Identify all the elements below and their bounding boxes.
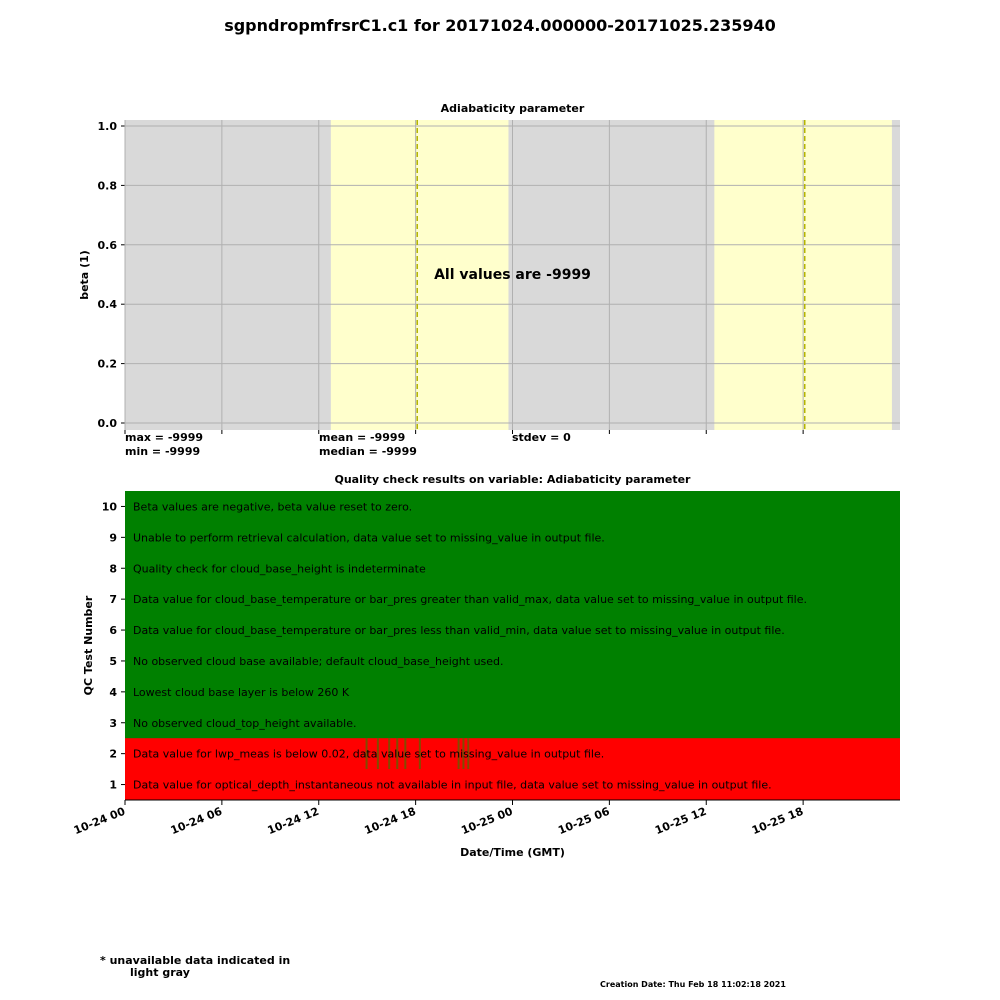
qc-test-label-7: Data value for cloud_base_temperature or bar_pres greater than valid_max, data value set to missing_value in output file. [133,593,807,607]
qc-x-tick-label-0: 10-24 00 [71,804,128,838]
qc-test-label-1: Data value for optical_depth_instantaneous not available in input file, data value set to missing_value in output file. [133,778,772,792]
stat-min: min = -9999 [125,445,201,458]
footnote-line1: * unavailable data indicated in [100,954,291,967]
stat-max: max = -9999 [125,431,204,444]
qc-y-axis-label: QC Test Number [82,595,95,696]
page-title: sgpndropmfrsrC1.c1 for 20171024.000000-20171025.235940 [224,16,776,35]
qc-x-tick-label-4: 10-25 00 [459,804,515,838]
qc-test-label-8: Quality check for cloud_base_height is indeterminate [133,562,426,576]
y-tick-label-4: 0.8 [97,179,117,193]
qc-x-tick-label-2: 10-24 12 [265,804,321,838]
stat-median: median = -9999 [319,445,417,458]
qc-test-label-2: Data value for lwp_meas is below 0.02, data value set to missing_value in output file. [133,747,605,761]
y-axis-label: beta (1) [78,250,91,300]
qc-test-label-10: Beta values are negative, beta value reset to zero. [133,500,413,514]
qc-test-label-4: Lowest cloud base layer is below 260 K [133,685,350,699]
qc-x-tick-label-1: 10-24 06 [168,804,224,838]
qc-x-tick-label-6: 10-25 12 [653,804,709,838]
y-tick-label-0: 0.0 [97,417,117,430]
qc-test-number-10: 10 [101,500,117,514]
stat-stdev: stdev = 0 [512,431,571,444]
qc-test-number-1: 1 [109,778,117,792]
creation-date: Creation Date: Thu Feb 18 11:02:18 2021 [600,980,786,989]
footnote-line2: light gray [130,966,190,979]
qc-x-tick-label-5: 10-25 06 [556,804,612,838]
qc-test-number-8: 8 [109,562,117,576]
qc-test-label-6: Data value for cloud_base_temperature or bar_pres less than valid_min, data value set to missing_value in output file. [133,624,785,638]
y-tick-label-5: 1.0 [97,120,117,133]
qc-test-number-5: 5 [109,654,117,668]
qc-test-number-9: 9 [109,531,117,545]
all-values-annotation: All values are -9999 [434,267,591,283]
qc-test-number-6: 6 [109,624,117,638]
y-tick-label-2: 0.4 [97,298,117,312]
qc-test-label-5: No observed cloud base available; default cloud_base_height used. [133,654,504,668]
qc-test-label-3: No observed cloud_top_height available. [133,716,357,730]
qc-x-tick-label-7: 10-25 18 [750,804,806,838]
qc-test-number-4: 4 [109,685,117,699]
qc-test-number-2: 2 [109,747,117,761]
stat-mean: mean = -9999 [319,431,406,444]
qc-test-number-7: 7 [109,593,117,607]
y-tick-label-3: 0.6 [97,238,117,252]
qc-x-tick-label-3: 10-24 18 [362,804,418,838]
qc-plot-title: Quality check results on variable: Adiabaticity parameter [334,473,691,486]
qc-test-label-9: Unable to perform retrieval calculation, data value set to missing_value in output file. [133,531,605,545]
qc-test-number-3: 3 [109,716,117,730]
qc-x-axis-label: Date/Time (GMT) [460,846,565,859]
top-plot-title: Adiabaticity parameter [440,102,585,115]
y-tick-label-1: 0.2 [97,357,117,371]
